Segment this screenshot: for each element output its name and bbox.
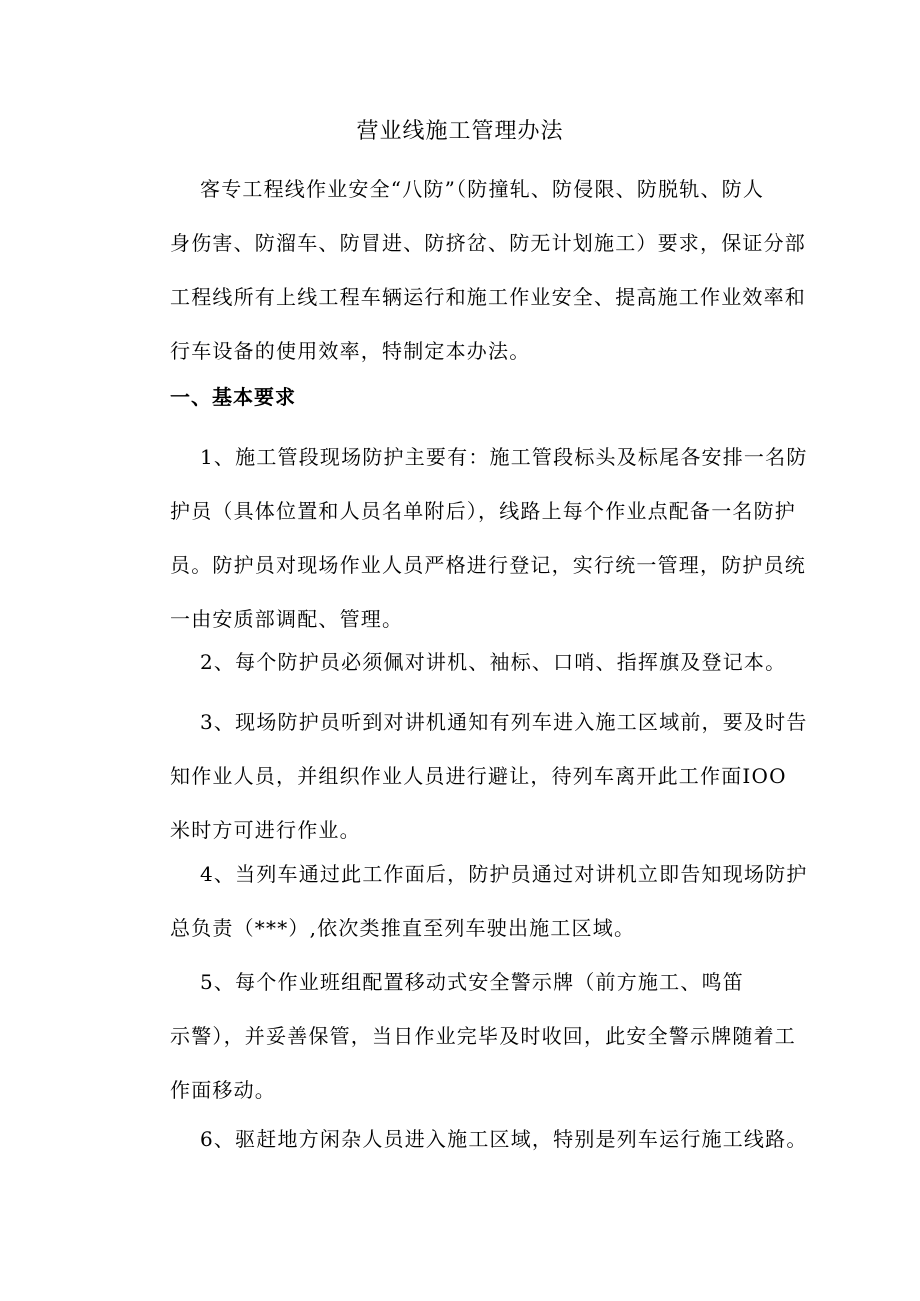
item-paragraph-6 [140,1112,808,1166]
item-line: 作面移动。 [170,1078,276,1102]
item-line: 1、施工管段现场防护主要有：施工管段标头及标尾各安排一名防 [200,445,808,469]
item-paragraph-4 [140,847,808,955]
item-paragraph-1 [140,430,808,646]
intro-paragraph [140,162,806,378]
item-paragraph-2 [140,635,790,689]
item-line: 总负责（***）,依次类推直至列车驶出施工区域。 [170,916,636,940]
section-heading: 一、基本要求 [170,385,296,409]
item-line: 一由安质部调配、管理。 [170,607,404,631]
item-line: 米时方可进行作业。 [170,818,361,842]
item-line: 护员（具体位置和人员名单附后），线路上每个作业点配备一名防护 [170,499,796,523]
item-paragraph-3 [140,695,808,857]
intro-line: 身伤害、防溜车、防冒进、防挤岔、防无计划施工）要求，保证分部 [170,231,806,255]
item-line: 4、当列车通过此工作面后，防护员通过对讲机立即告知现场防护 [200,862,808,886]
document-title: 营业线施工管理办法 [356,119,564,144]
item-line: 3、现场防护员听到对讲机通知有列车进入施工区域前，要及时告 [200,710,808,734]
item-line: 5、每个作业班组配置移动式安全警示牌（前方施工、鸣笛 [200,970,744,994]
item-line: 6、驱赶地方闲杂人员进入施工区域，特别是列车运行施工线路。 [200,1127,808,1151]
item-line: 知作业人员，并组织作业人员进行避让，待列车离开此工作面IOO [170,764,787,788]
item-line: 2、每个防护员必须佩对讲机、袖标、口哨、指挥旗及登记本。 [200,650,787,674]
intro-line: 工程线所有上线工程车辆运行和施工作业安全、提高施工作业效率和 [170,285,806,309]
item-paragraph-5 [140,955,796,1117]
intro-line: 客专工程线作业安全“八防”（防撞轧、防侵限、防脱轨、防人 [200,177,765,201]
item-line: 示警），并妥善保管，当日作业完毕及时收回，此安全警示牌随着工 [170,1024,796,1048]
intro-line: 行车设备的使用效率，特制定本办法。 [170,339,531,363]
item-line: 员。防护员对现场作业人员严格进行登记，实行统一管理，防护员统 [170,553,806,577]
